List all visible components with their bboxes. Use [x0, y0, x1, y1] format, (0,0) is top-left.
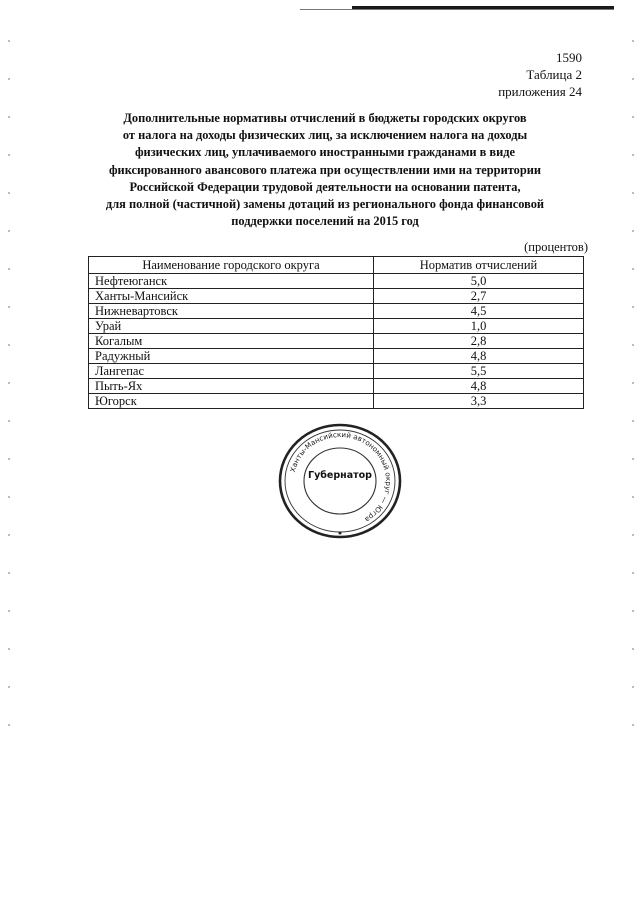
district-name: Лангепас: [89, 364, 374, 379]
table-row: [89, 364, 584, 379]
district-name: Урай: [89, 319, 374, 334]
column-header-norm: Норматив отчислений: [374, 257, 584, 274]
district-name: Нижневартовск: [89, 304, 374, 319]
norm-value: 5,5: [374, 364, 584, 379]
binder-dots-left: [8, 40, 10, 740]
appendix-reference: [498, 66, 582, 100]
svg-text:Ханты-Мансийский автономный ок: Ханты-Мансийский автономный округ — Югра: [288, 429, 394, 525]
table-row: [89, 379, 584, 394]
table-number: Таблица 2: [526, 67, 582, 82]
seal-center-text: Губернатор: [308, 470, 372, 481]
district-name: Когалым: [89, 334, 374, 349]
norm-value: 3,3: [374, 394, 584, 409]
table-row: [89, 289, 584, 304]
district-name: Пыть-Ях: [89, 379, 374, 394]
norm-value: 4,8: [374, 349, 584, 364]
norm-value: 4,5: [374, 304, 584, 319]
norm-value: 4,8: [374, 379, 584, 394]
district-name: Ханты-Мансийск: [89, 289, 374, 304]
norm-value: 2,7: [374, 289, 584, 304]
column-header-district: Наименование городского округа: [89, 257, 374, 274]
governor-seal: [277, 422, 403, 540]
table-row: [89, 349, 584, 364]
norm-value: 1,0: [374, 319, 584, 334]
district-name: Радужный: [89, 349, 374, 364]
page-number: 1590: [556, 50, 582, 65]
district-name: Нефтеюганск: [89, 274, 374, 289]
table-header-row: [89, 257, 584, 274]
table-row: [89, 394, 584, 409]
district-name: Югорск: [89, 394, 374, 409]
document-title: Дополнительные нормативы отчислений в бюджеты городских округов от налога на доходы физических лиц, за исключением налога на доходы физических лиц, уплачиваемого иностранными гражданами в виде фиксированного авансового платежа при осуществлении ими на территории Российской Федерации трудовой деятельности на основании патента, для полной (частичной) замены дотаций из регионального фонда финансовой поддержки поселений на 2015 год: [105, 111, 545, 229]
table-row: [89, 319, 584, 334]
norm-value: 2,8: [374, 334, 584, 349]
norms-table: [88, 256, 584, 409]
seal-icon: [277, 422, 403, 540]
appendix-number: приложения 24: [498, 84, 582, 99]
table-row: [89, 274, 584, 289]
table-row: [89, 334, 584, 349]
units-label: (процентов): [524, 240, 588, 254]
top-rule-thin: [300, 9, 614, 10]
norm-value: 5,0: [374, 274, 584, 289]
binder-dots-right: [632, 40, 634, 740]
table-row: [89, 304, 584, 319]
